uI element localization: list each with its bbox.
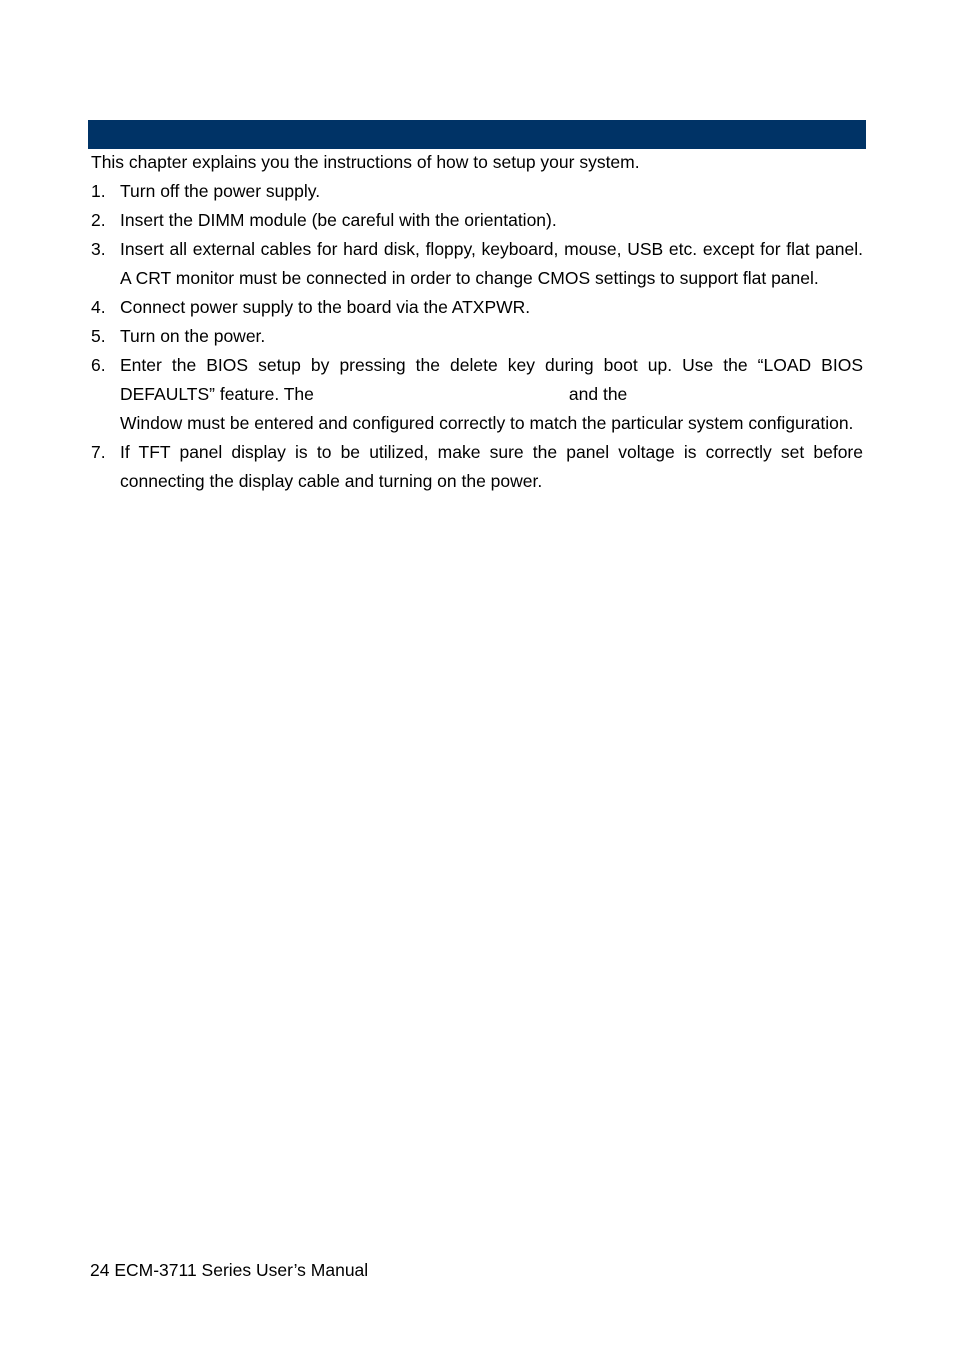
intro-paragraph: This chapter explains you the instructions of how to setup your system.	[91, 152, 640, 172]
step-text: Connect power supply to the board via the ATXPWR.	[120, 297, 531, 317]
step-item	[91, 438, 863, 496]
step-text: Insert all external cables for hard disk, floppy, keyboard, mouse, USB etc. except for flat panel. A CRT monitor must be connected in order to change CMOS settings to support flat panel.	[120, 239, 863, 288]
step-text: Turn off the power supply.	[120, 181, 321, 201]
step-item	[91, 293, 863, 322]
step-text-part-1: Enter the BIOS setup by pressing the delete key during boot up. Use the “LOAD BIOS DEFAULTS” feature. The	[120, 355, 863, 404]
chapter-header-bar	[88, 120, 866, 149]
step-number: 4.	[91, 297, 106, 317]
step-number: 5.	[91, 326, 106, 346]
step-number: 3.	[91, 239, 106, 259]
step-text: Turn on the power.	[120, 326, 266, 346]
step-text: If TFT panel display is to be utilized, make sure the panel voltage is correctly set before connecting the display cable and turning on the power.	[120, 442, 863, 491]
page-footer: 24 ECM-3711 Series User’s Manual	[90, 1260, 369, 1280]
step-item	[91, 206, 863, 235]
step-item	[91, 351, 863, 438]
step-text: Insert the DIMM module (be careful with the orientation).	[120, 210, 557, 230]
step-number: 1.	[91, 181, 106, 201]
step-text-part-2: and the	[568, 384, 628, 404]
step-number: 7.	[91, 442, 106, 462]
step-item	[91, 322, 863, 351]
step-number: 2.	[91, 210, 106, 230]
page-content	[91, 148, 863, 496]
step-item	[91, 177, 863, 206]
step-text-part-3: Window must be entered and configured correctly to match the particular system configuration.	[120, 413, 854, 433]
setup-steps-list	[91, 177, 863, 496]
step-item	[91, 235, 863, 293]
step-number: 6.	[91, 355, 106, 375]
